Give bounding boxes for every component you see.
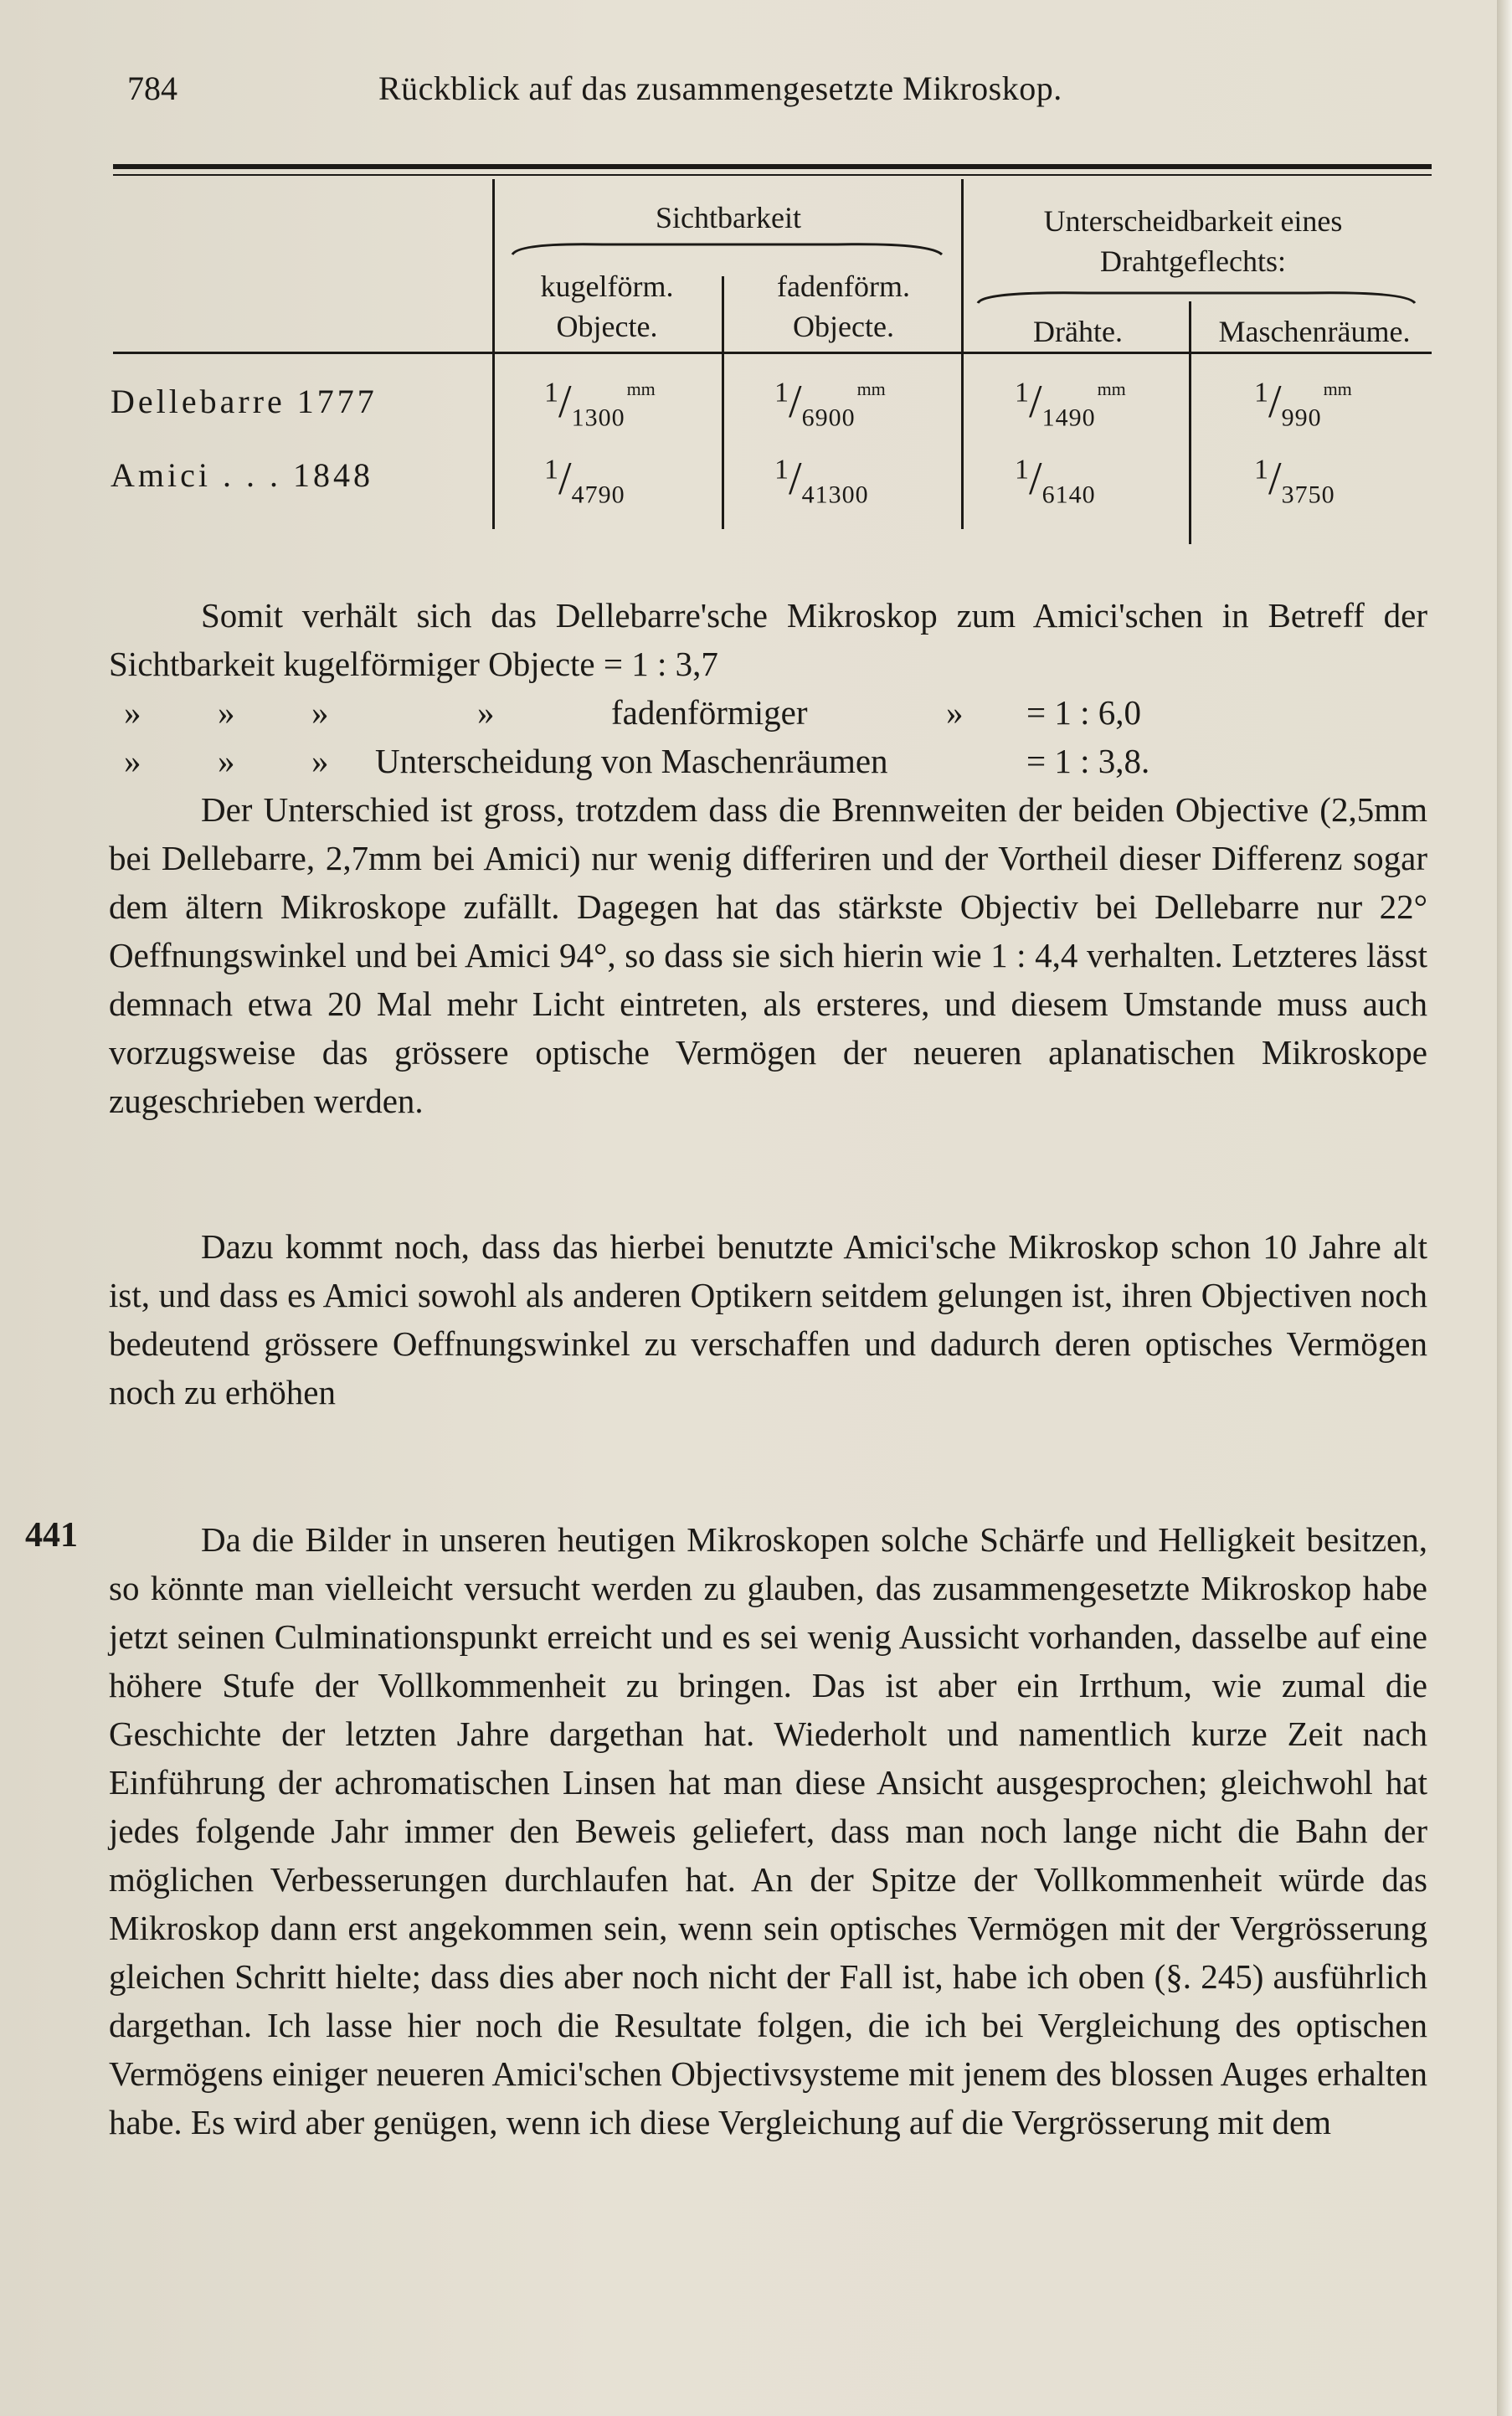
ratio-line-maschen [109, 737, 1427, 785]
page-number: 784 [127, 69, 177, 107]
ratio-label-faden: fadenförmiger [611, 693, 808, 732]
ditto-mark: » [477, 693, 495, 732]
ratio-line-faden [109, 688, 1427, 737]
numerator: 1 [774, 377, 789, 409]
ratio-value-maschen: = 1 : 3,8. [1026, 742, 1150, 780]
running-title: Rückblick auf das zusammengesetzte Mikroskop. [378, 69, 1062, 107]
unit: mm [856, 378, 886, 399]
header-sichtbarkeit: Sichtbarkeit [656, 201, 801, 234]
slash: / [558, 453, 572, 505]
ditto-mark: » [124, 742, 141, 780]
slash: / [789, 453, 802, 505]
cell-dellebarre-maschen [1254, 375, 1352, 433]
slash: / [558, 376, 572, 428]
denominator: 4790 [571, 481, 625, 509]
numerator: 1 [544, 454, 558, 486]
brace-sichtbarkeit [512, 244, 942, 254]
row-label-amici: Amici . . . 1848 [111, 456, 373, 494]
cell-dellebarre-kugel [544, 375, 656, 433]
denominator: 3750 [1281, 481, 1335, 509]
cell-dellebarre-drahte [1015, 375, 1126, 433]
slash: / [1268, 453, 1282, 505]
cell-dellebarre-faden [774, 375, 886, 433]
ditto-mark: » [124, 693, 141, 732]
denominator: 41300 [801, 481, 869, 509]
header-maschenraume: Maschenräume. [1218, 315, 1411, 348]
numerator: 1 [774, 454, 789, 486]
header-drahte: Drähte. [1033, 315, 1123, 348]
unit: mm [1323, 378, 1352, 399]
cell-amici-maschen [1254, 452, 1335, 510]
ditto-mark: » [311, 742, 329, 780]
cell-amici-drahte [1015, 452, 1096, 510]
header-kugelform: kugelförm. Objecte. [540, 270, 674, 343]
paragraph-unterschied: Der Unterschied ist gross, trotzdem dass die Brennweiten der beiden Objective (2,5mm bei Dellebarre, 2,7mm bei Amici) nur wenig differiren und der Vortheil dieser Differenz sogar dem ältern Mikroskope zufällt. Dagegen hat das stärkste Objectiv bei Dellebarre nur 22° Oeffnungswinkel und bei Amici 94°, so dass sie sich hierin wie 1 : 4,4 verhalten. Letzteres lässt demnach etwa 20 Mal mehr Licht eintreten, als ersteres, und diesem Umstande muss auch vorzugsweise das grössere optische Vermögen der neueren aplanatischen Mikroskope zugeschrieben werden. [109, 790, 1427, 1120]
denominator: 1490 [1041, 404, 1096, 432]
numerator: 1 [544, 377, 558, 409]
ditto-mark: » [218, 742, 235, 780]
ditto-mark: » [946, 693, 964, 732]
header-fadenform: fadenförm. Objecte. [777, 270, 910, 343]
row-label-dellebarre: Dellebarre 1777 [111, 383, 378, 420]
slash: / [1029, 453, 1042, 505]
ditto-mark: » [218, 693, 235, 732]
unit: mm [626, 378, 656, 399]
unit: mm [1097, 378, 1126, 399]
denominator: 1300 [571, 404, 625, 432]
section-number: 441 [25, 1516, 78, 1555]
table-header-rule [113, 352, 1432, 354]
numerator: 1 [1015, 377, 1029, 409]
denominator: 6900 [801, 404, 856, 432]
paragraph-dazu: Dazu kommt noch, dass das hierbei benutzte Amici'sche Mikroskop schon 10 Jahre alt ist, und dass es Amici sowohl als anderen Optikern seitdem gelungen ist, ihren Objectiven noch bedeutend grössere Oeffnungswinkel zu verschaffen und dadurch deren optisches Vermögen noch zu erhöhen [109, 1227, 1427, 1411]
denominator: 990 [1281, 404, 1322, 432]
brace-unterscheidbarkeit [978, 293, 1415, 303]
page-edge [1497, 0, 1512, 2416]
paragraph-bilder: Da die Bilder in unseren heutigen Mikroskopen solche Schärfe und Helligkeit besitzen, so könnte man vielleicht versucht werden zu glauben, das zusammengesetzte Mikroskop habe jetzt seinen Culminationspunkt erreicht und es sei wenig Aussicht vorhanden, dasselbe auf eine höhere Stufe der Vollkommenheit zu bringen. Das ist aber ein Irrthum, wie zumal die Geschichte der letzten Jahre dargethan hat. Wiederholt und namentlich kurze Zeit nach Einführung der achromatischen Linsen hat man diese Ansicht ausgesprochen; gleichwohl hat jedes folgende Jahr immer den Beweis geliefert, dass man noch lange nicht die Bahn der möglichen Verbesserungen durchlaufen hat. An der Spitze der Vollkommenheit würde das Mikroskop dann erst angekommen sein, wenn sein optisches Vermögen mit der Vergrösserung gleichen Schritt hielte; dass dies aber noch nicht der Fall ist, habe ich oben (§. 245) ausführlich dargethan. Ich lasse hier noch die Resultate folgen, die ich bei Vergleichung des optischen Vermögens einiger neueren Amici'schen Objectivsysteme mit jenem des blossen Auges erhalten habe. Es wird aber genügen, wenn ich diese Vergleichung auf die Vergrösserung mit dem [109, 1520, 1427, 2141]
ratio-intro: Somit verhält sich das Dellebarre'sche Mikroskop zum Amici'schen in Betreff der Sichtbarkeit kugelförmiger Objecte = 1 : 3,7 [109, 596, 1427, 683]
denominator: 6140 [1041, 481, 1096, 509]
ditto-mark: » [311, 693, 329, 732]
numerator: 1 [1015, 454, 1029, 486]
numerator: 1 [1254, 377, 1268, 409]
cell-amici-faden [774, 452, 869, 510]
numerator: 1 [1254, 454, 1268, 486]
slash: / [1029, 376, 1042, 428]
ratio-label-maschen: Unterscheidung von Maschenräumen [375, 742, 888, 780]
slash: / [789, 376, 802, 428]
header-unterscheidbarkeit: Unterscheidbarkeit eines Drahtgeflechts: [1043, 204, 1343, 278]
slash: / [1268, 376, 1282, 428]
ratio-value-faden: = 1 : 6,0 [1026, 693, 1142, 732]
cell-amici-kugel [544, 452, 625, 510]
